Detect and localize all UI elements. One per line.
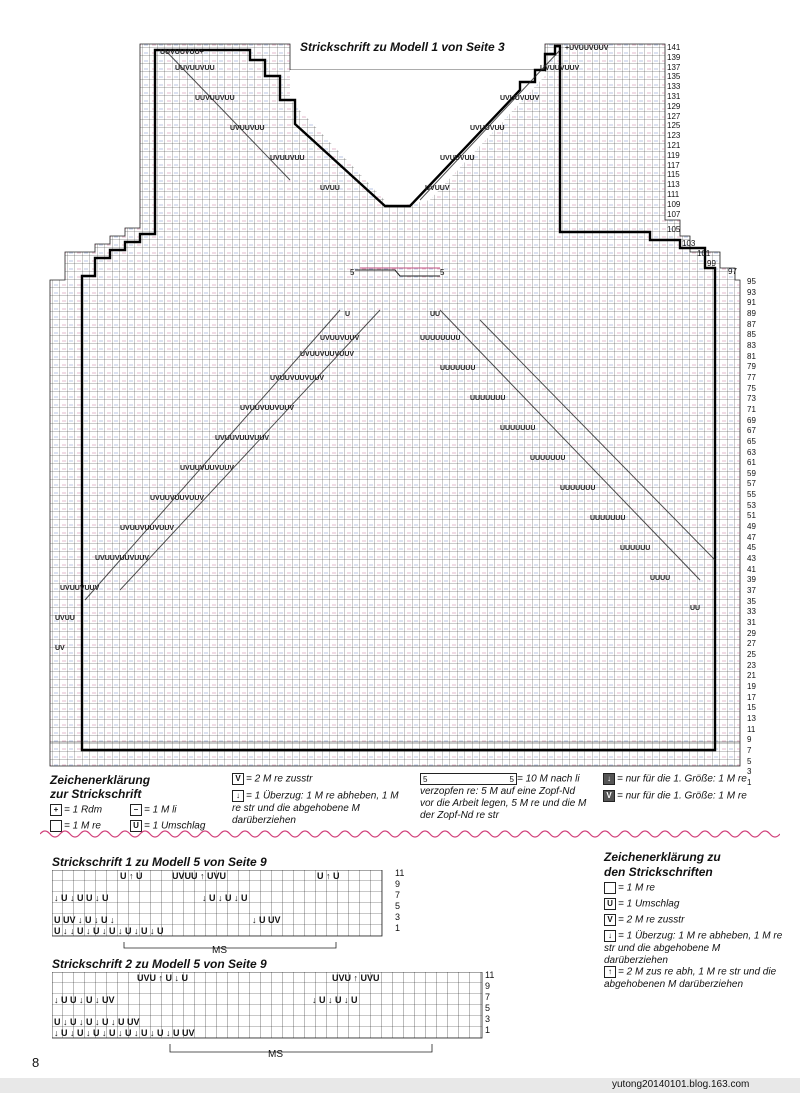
legend-small-zusre: ↑ = 2 M zus re abh, 1 M re str und die abgehobenen M darüberziehen (604, 966, 777, 990)
svg-text:97: 97 (728, 267, 737, 276)
legend-umschlag: U = 1 Umschlag (130, 820, 205, 833)
main-chart-title: Strickschrift zu Modell 1 von Seite 3 (300, 40, 505, 54)
svg-text:UUUUUUU: UUUUUUU (470, 395, 506, 402)
dash-icon: – (130, 804, 142, 816)
svg-text:UUVUUVUU: UUVUUVUU (175, 65, 215, 72)
svg-text:UVUUVUUVUUV: UVUUVUUVUUV (95, 555, 150, 562)
watermark: yutong20140101.blog.163.com (612, 1079, 750, 1090)
svg-text:↓ U U ↓ U ↓ UV: ↓ U U ↓ U ↓ UV (54, 995, 115, 1005)
legend-small-ueberzug: ↓ = 1 Überzug: 1 M re abheben, 1 M re str und die abgehobene M darüberziehen (604, 930, 783, 966)
empty-box-icon (604, 882, 616, 894)
chart2-row-numbers: 11 9 7 5 3 1 (485, 970, 495, 1035)
svg-text:UUUUUUU: UUUUUUU (500, 425, 536, 432)
legend-mli: – = 1 M li (130, 804, 177, 817)
chart1-ms-label: MS (212, 945, 227, 956)
legend-small-zusstr: V = 2 M re zusstr (604, 914, 684, 927)
svg-text:105: 105 (667, 225, 681, 234)
u-icon: U (130, 820, 142, 832)
v-icon: V (232, 773, 244, 785)
svg-text:U ↑ U: U ↑ U (120, 871, 143, 881)
cable-label-left: 5 (350, 268, 355, 277)
svg-text:UU: UU (430, 311, 441, 318)
svg-text:UVUUVUUVUUV: UVUUVUUVUUV (180, 465, 235, 472)
svg-text:↓ U ↓ U ↓ U: ↓ U ↓ U ↓ U (312, 995, 358, 1005)
svg-text:UUVUUVUU+: UUVUUVUU+ (160, 49, 204, 56)
svg-text:101: 101 (697, 249, 711, 258)
legend-ueberzug: ↓ = 1 Überzug: 1 M re abheben, 1 M re str und die abgehobene M darüberziehen (232, 790, 399, 826)
chart1-row-numbers: 11 9 7 5 3 1 (395, 868, 405, 933)
u-icon: U (604, 898, 616, 910)
legend-size1-b: V = nur für die 1. Größe: 1 M re (603, 790, 747, 803)
svg-text:UUUUUUU: UUUUUUU (560, 485, 596, 492)
wavy-divider (40, 828, 780, 840)
v-icon: V (604, 914, 616, 926)
svg-text:UVU ↑ UVU: UVU ↑ UVU (332, 973, 380, 983)
svg-text:103: 103 (682, 239, 696, 248)
svg-text:UUVUUVUU: UUVUUVUU (195, 95, 235, 102)
svg-text:UVUU ↑ UVU: UVUU ↑ UVU (172, 871, 227, 881)
arrow-down-icon: ↓ (232, 790, 244, 802)
svg-text:UVUUVUUV: UVUUVUUV (540, 65, 580, 72)
cable-label-right: 5 (440, 268, 445, 277)
chart2-title: Strickschrift 2 zu Modell 5 von Seite 9 (52, 957, 267, 971)
row-numbers-lower: 95 93 91 89 87 85 83 81 79 77 75 73 71 69 67 65 63 61 59 57 55 53 51 49 47 45 43 41 39 37 35 33 31 29 27 25 23 21 19 17 15 13 11 9 7 5 3 1 (747, 277, 756, 787)
svg-text:UUUUUUU: UUUUUUU (530, 455, 566, 462)
legend-small-heading: Zeichenerklärung zu den Strickschriften (604, 850, 721, 879)
svg-text:U ↓ U ↓ U ↓ U ↓ U UV: U ↓ U ↓ U ↓ U ↓ U UV (54, 1017, 140, 1027)
svg-text:U UV ↓ U ↓ U ↓: U UV ↓ U ↓ U ↓ (54, 915, 115, 925)
legend-mre: = 1 M re (50, 820, 101, 833)
svg-text:UVUUVUUV: UVUUVUUV (500, 95, 540, 102)
legend-small-umschlag: U = 1 Umschlag (604, 898, 679, 911)
svg-text:↓ U ↓ U U ↓ U: ↓ U ↓ U U ↓ U (54, 893, 109, 903)
svg-text:UVUUVUUVUUV: UVUUVUUVUUV (150, 495, 205, 502)
chart1-title: Strickschrift 1 zu Modell 5 von Seite 9 (52, 855, 267, 869)
svg-text:UVUUVUUVUUV: UVUUVUUVUUV (240, 405, 295, 412)
svg-text:U ↓ ↓ U ↓ U ↓ U ↓ U: U ↓ ↓ U ↓ U ↓ U ↓ U ↓ U ↓ U (54, 926, 164, 936)
page-number: 8 (32, 1055, 40, 1070)
row-numbers-upper: 141 139 137 135 133 131 129 127 125 123 121 119 117 115 113 111 109 107 (667, 43, 681, 219)
arrow-down-dark-icon: ↓ (603, 773, 615, 785)
svg-text:UVUUVUU: UVUUVUU (440, 155, 475, 162)
svg-text:UUUUUUU: UUUUUUU (590, 515, 626, 522)
legend-rdm: + = 1 Rdm (50, 804, 102, 817)
svg-text:U ↑ U: U ↑ U (317, 871, 340, 881)
svg-text:UV: UV (55, 645, 65, 652)
chart2-ms-label: MS (268, 1049, 283, 1060)
svg-text:U: U (345, 311, 351, 318)
svg-text:UUUU: UUUU (650, 575, 671, 582)
legend-size1-a: ↓ = nur für die 1. Größe: 1 M re (603, 773, 747, 786)
v-dark-icon: V (603, 790, 615, 802)
svg-text:UVUUVUU: UVUUVUU (230, 125, 265, 132)
svg-text:UVUUVUUV: UVUUVUUV (60, 585, 100, 592)
svg-text:↓ U ↓ U ↓ U: ↓ U ↓ U ↓ U (202, 893, 248, 903)
legend-small-mre: = 1 M re (604, 882, 655, 895)
svg-text:UVUUVUU: UVUUVUU (470, 125, 505, 132)
plus-icon: + (50, 804, 62, 816)
svg-text:+UVUUVUUV: +UVUUVUUV (565, 45, 609, 52)
svg-text:UVUUV: UVUUV (425, 185, 450, 192)
svg-text:UUUUUUU: UUUUUUU (440, 365, 476, 372)
arrow-up-icon: ↑ (604, 966, 616, 978)
svg-text:UVUUVUUVUUV: UVUUVUUVUUV (300, 351, 355, 358)
svg-text:UVUU: UVUU (55, 615, 75, 622)
svg-text:UVUUVUUVUUV: UVUUVUUVUUV (270, 375, 325, 382)
legend-zusstr: V = 2 M re zusstr (232, 773, 312, 786)
svg-text:UUUUUUUU: UUUUUUUU (420, 335, 461, 342)
svg-text:↓ U ↓ U ↓ U ↓ U ↓ U: ↓ U ↓ U ↓ U ↓ U ↓ U ↓ U ↓ U ↓ U UV (54, 1028, 195, 1038)
svg-text:↓ U UV: ↓ U UV (252, 915, 281, 925)
legend-main-heading: Zeichenerklärung zur Strickschrift (50, 773, 151, 801)
legend-zopf: 5 5 = 10 M nach li verzopfen re: 5 M auf eine Zopf-Nd vor die Arbeit legen, 5 M re und die M der Zopf-Nd re str (420, 773, 587, 821)
svg-text:UVUUVUUVUUV: UVUUVUUVUUV (215, 435, 270, 442)
svg-text:UVUUVUUV: UVUUVUUV (320, 335, 360, 342)
svg-text:UVUU: UVUU (320, 185, 340, 192)
svg-text:99: 99 (707, 259, 716, 268)
chart1-grid (52, 870, 392, 955)
svg-text:UVUUVUUVUUV: UVUUVUUVUUV (120, 525, 175, 532)
svg-text:UVU ↑ U ↓ U: UVU ↑ U ↓ U (137, 973, 189, 983)
svg-text:UUUUUU: UUUUUU (620, 545, 651, 552)
svg-text:UU: UU (690, 605, 701, 612)
arrow-down-icon: ↓ (604, 930, 616, 942)
svg-text:UVUUVUU: UVUUVUU (270, 155, 305, 162)
